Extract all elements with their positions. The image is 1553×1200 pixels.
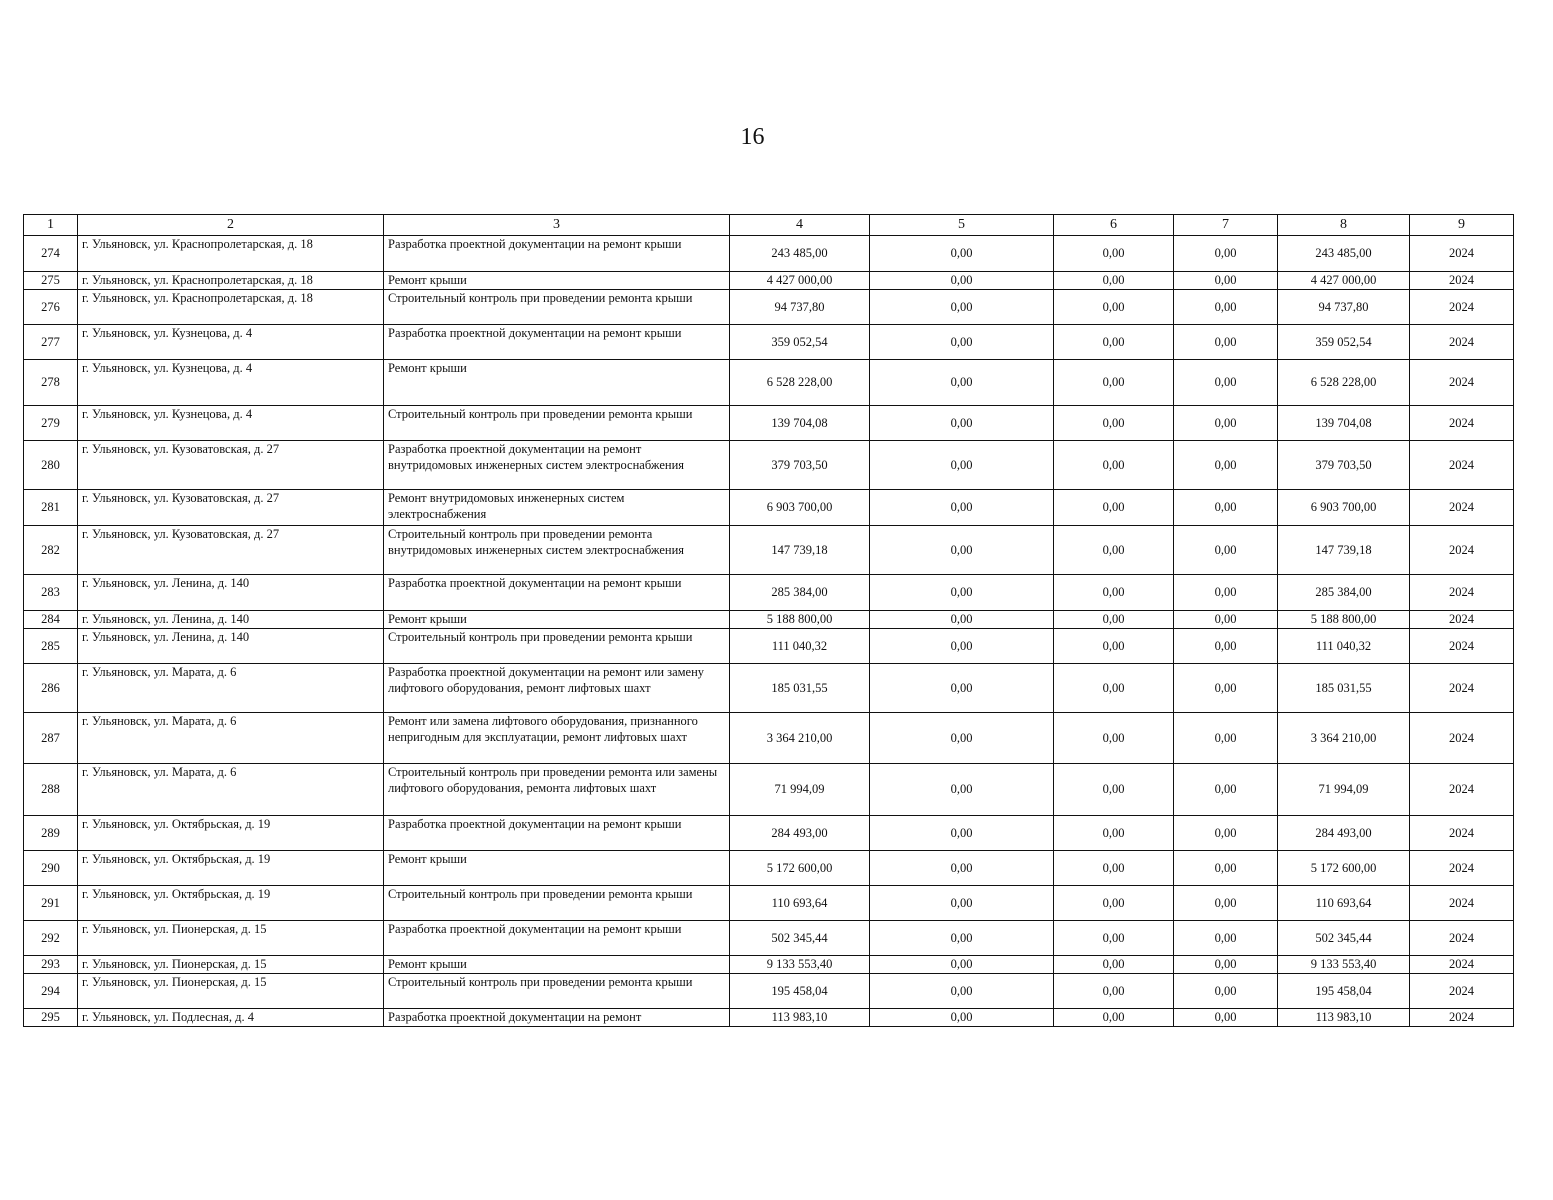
- address-cell: г. Ульяновск, ул. Краснопролетарская, д. 18: [78, 236, 384, 272]
- year-cell: 2024: [1410, 406, 1514, 441]
- address-cell: г. Ульяновск, ул. Октябрьская, д. 19: [78, 886, 384, 921]
- column-7-cell: 0,00: [1174, 764, 1278, 816]
- year-cell: 2024: [1410, 664, 1514, 713]
- column-7-cell: 0,00: [1174, 921, 1278, 956]
- total-cost-cell: 113 983,10: [730, 1009, 870, 1027]
- total-cost-cell: 71 994,09: [730, 764, 870, 816]
- year-cell: 2024: [1410, 713, 1514, 764]
- column-8-cell: 5 172 600,00: [1278, 851, 1410, 886]
- column-header-6: 6: [1054, 215, 1174, 236]
- row-number: 286: [24, 664, 78, 713]
- column-7-cell: 0,00: [1174, 886, 1278, 921]
- column-8-cell: 359 052,54: [1278, 325, 1410, 360]
- year-cell: 2024: [1410, 629, 1514, 664]
- row-number: 293: [24, 956, 78, 974]
- row-number: 276: [24, 290, 78, 325]
- column-8-cell: 6 903 700,00: [1278, 490, 1410, 526]
- table-row: [24, 974, 1514, 1009]
- year-cell: 2024: [1410, 526, 1514, 575]
- table-row: [24, 360, 1514, 406]
- address-cell: г. Ульяновск, ул. Марата, д. 6: [78, 664, 384, 713]
- column-6-cell: 0,00: [1054, 816, 1174, 851]
- table-row: [24, 406, 1514, 441]
- column-5-cell: 0,00: [870, 764, 1054, 816]
- total-cost-cell: 243 485,00: [730, 236, 870, 272]
- column-8-cell: 6 528 228,00: [1278, 360, 1410, 406]
- column-8-cell: 379 703,50: [1278, 441, 1410, 490]
- total-cost-cell: 6 528 228,00: [730, 360, 870, 406]
- column-5-cell: 0,00: [870, 816, 1054, 851]
- column-5-cell: 0,00: [870, 611, 1054, 629]
- table-row: [24, 290, 1514, 325]
- column-6-cell: 0,00: [1054, 974, 1174, 1009]
- work-type-cell: Строительный контроль при проведении ремонта крыши: [384, 886, 730, 921]
- work-type-cell: Строительный контроль при проведении ремонта крыши: [384, 974, 730, 1009]
- year-cell: 2024: [1410, 325, 1514, 360]
- year-cell: 2024: [1410, 236, 1514, 272]
- column-8-cell: 285 384,00: [1278, 575, 1410, 611]
- column-header-7: 7: [1174, 215, 1278, 236]
- row-number: 284: [24, 611, 78, 629]
- column-6-cell: 0,00: [1054, 851, 1174, 886]
- year-cell: 2024: [1410, 921, 1514, 956]
- column-6-cell: 0,00: [1054, 526, 1174, 575]
- column-6-cell: 0,00: [1054, 764, 1174, 816]
- address-cell: г. Ульяновск, ул. Ленина, д. 140: [78, 575, 384, 611]
- column-6-cell: 0,00: [1054, 272, 1174, 290]
- column-5-cell: 0,00: [870, 974, 1054, 1009]
- total-cost-cell: 9 133 553,40: [730, 956, 870, 974]
- work-type-cell: Разработка проектной документации на ремонт: [384, 1009, 730, 1027]
- column-7-cell: 0,00: [1174, 629, 1278, 664]
- column-7-cell: 0,00: [1174, 956, 1278, 974]
- column-6-cell: 0,00: [1054, 629, 1174, 664]
- address-cell: г. Ульяновск, ул. Краснопролетарская, д. 18: [78, 272, 384, 290]
- total-cost-cell: 111 040,32: [730, 629, 870, 664]
- column-8-cell: 110 693,64: [1278, 886, 1410, 921]
- year-cell: 2024: [1410, 611, 1514, 629]
- column-6-cell: 0,00: [1054, 921, 1174, 956]
- column-7-cell: 0,00: [1174, 272, 1278, 290]
- work-type-cell: Разработка проектной документации на ремонт внутридомовых инженерных систем электроснабжения: [384, 441, 730, 490]
- column-5-cell: 0,00: [870, 360, 1054, 406]
- column-7-cell: 0,00: [1174, 290, 1278, 325]
- column-6-cell: 0,00: [1054, 611, 1174, 629]
- row-number: 290: [24, 851, 78, 886]
- year-cell: 2024: [1410, 272, 1514, 290]
- column-5-cell: 0,00: [870, 921, 1054, 956]
- column-8-cell: 4 427 000,00: [1278, 272, 1410, 290]
- column-6-cell: 0,00: [1054, 490, 1174, 526]
- column-6-cell: 0,00: [1054, 886, 1174, 921]
- table-row: [24, 236, 1514, 272]
- work-type-cell: Разработка проектной документации на ремонт крыши: [384, 575, 730, 611]
- column-header-1: 1: [24, 215, 78, 236]
- column-7-cell: 0,00: [1174, 575, 1278, 611]
- column-5-cell: 0,00: [870, 713, 1054, 764]
- column-8-cell: 71 994,09: [1278, 764, 1410, 816]
- total-cost-cell: 185 031,55: [730, 664, 870, 713]
- table-body: [24, 236, 1514, 1027]
- total-cost-cell: 4 427 000,00: [730, 272, 870, 290]
- column-5-cell: 0,00: [870, 575, 1054, 611]
- column-7-cell: 0,00: [1174, 851, 1278, 886]
- column-5-cell: 0,00: [870, 664, 1054, 713]
- column-6-cell: 0,00: [1054, 575, 1174, 611]
- table-row: [24, 764, 1514, 816]
- column-8-cell: 3 364 210,00: [1278, 713, 1410, 764]
- year-cell: 2024: [1410, 886, 1514, 921]
- column-7-cell: 0,00: [1174, 611, 1278, 629]
- column-8-cell: 9 133 553,40: [1278, 956, 1410, 974]
- column-5-cell: 0,00: [870, 272, 1054, 290]
- table-header-row: [24, 215, 1514, 236]
- column-8-cell: 185 031,55: [1278, 664, 1410, 713]
- address-cell: г. Ульяновск, ул. Кузнецова, д. 4: [78, 325, 384, 360]
- column-7-cell: 0,00: [1174, 490, 1278, 526]
- column-header-4: 4: [730, 215, 870, 236]
- address-cell: г. Ульяновск, ул. Пионерская, д. 15: [78, 956, 384, 974]
- work-type-cell: Строительный контроль при проведении ремонта внутридомовых инженерных систем электроснабжения: [384, 526, 730, 575]
- table-row: [24, 575, 1514, 611]
- total-cost-cell: 6 903 700,00: [730, 490, 870, 526]
- table-row: [24, 272, 1514, 290]
- work-type-cell: Ремонт крыши: [384, 851, 730, 886]
- column-6-cell: 0,00: [1054, 441, 1174, 490]
- column-header-8: 8: [1278, 215, 1410, 236]
- table-row: [24, 816, 1514, 851]
- table-row: [24, 886, 1514, 921]
- column-7-cell: 0,00: [1174, 713, 1278, 764]
- year-cell: 2024: [1410, 290, 1514, 325]
- column-8-cell: 94 737,80: [1278, 290, 1410, 325]
- row-number: 278: [24, 360, 78, 406]
- row-number: 292: [24, 921, 78, 956]
- year-cell: 2024: [1410, 441, 1514, 490]
- address-cell: г. Ульяновск, ул. Кузнецова, д. 4: [78, 360, 384, 406]
- year-cell: 2024: [1410, 974, 1514, 1009]
- column-6-cell: 0,00: [1054, 956, 1174, 974]
- column-header-2: 2: [78, 215, 384, 236]
- column-7-cell: 0,00: [1174, 1009, 1278, 1027]
- row-number: 288: [24, 764, 78, 816]
- column-8-cell: 147 739,18: [1278, 526, 1410, 575]
- total-cost-cell: 110 693,64: [730, 886, 870, 921]
- total-cost-cell: 359 052,54: [730, 325, 870, 360]
- address-cell: г. Ульяновск, ул. Пионерская, д. 15: [78, 921, 384, 956]
- column-6-cell: 0,00: [1054, 664, 1174, 713]
- row-number: 295: [24, 1009, 78, 1027]
- table-row: [24, 526, 1514, 575]
- column-5-cell: 0,00: [870, 886, 1054, 921]
- column-5-cell: 0,00: [870, 406, 1054, 441]
- total-cost-cell: 284 493,00: [730, 816, 870, 851]
- total-cost-cell: 5 172 600,00: [730, 851, 870, 886]
- year-cell: 2024: [1410, 851, 1514, 886]
- work-type-cell: Ремонт крыши: [384, 360, 730, 406]
- address-cell: г. Ульяновск, ул. Краснопролетарская, д. 18: [78, 290, 384, 325]
- year-cell: 2024: [1410, 575, 1514, 611]
- column-8-cell: 243 485,00: [1278, 236, 1410, 272]
- column-7-cell: 0,00: [1174, 406, 1278, 441]
- row-number: 283: [24, 575, 78, 611]
- work-type-cell: Строительный контроль при проведении ремонта крыши: [384, 406, 730, 441]
- work-type-cell: Разработка проектной документации на ремонт крыши: [384, 325, 730, 360]
- work-type-cell: Ремонт или замена лифтового оборудования, признанного непригодным для эксплуатации, ремонт лифтовых шахт: [384, 713, 730, 764]
- work-type-cell: Строительный контроль при проведении ремонта или замены лифтового оборудования, ремонта лифтовых шахт: [384, 764, 730, 816]
- table-row: [24, 325, 1514, 360]
- address-cell: г. Ульяновск, ул. Кузоватовская, д. 27: [78, 526, 384, 575]
- table-row: [24, 851, 1514, 886]
- repair-program-table: [23, 214, 1514, 1027]
- year-cell: 2024: [1410, 764, 1514, 816]
- table-row: [24, 611, 1514, 629]
- column-6-cell: 0,00: [1054, 406, 1174, 441]
- page-number: 16: [740, 124, 765, 150]
- table-row: [24, 1009, 1514, 1027]
- work-type-cell: Разработка проектной документации на ремонт крыши: [384, 236, 730, 272]
- total-cost-cell: 5 188 800,00: [730, 611, 870, 629]
- column-5-cell: 0,00: [870, 290, 1054, 325]
- row-number: 277: [24, 325, 78, 360]
- column-5-cell: 0,00: [870, 956, 1054, 974]
- address-cell: г. Ульяновск, ул. Подлесная, д. 4: [78, 1009, 384, 1027]
- address-cell: г. Ульяновск, ул. Октябрьская, д. 19: [78, 851, 384, 886]
- row-number: 285: [24, 629, 78, 664]
- column-6-cell: 0,00: [1054, 325, 1174, 360]
- column-7-cell: 0,00: [1174, 974, 1278, 1009]
- table-row: [24, 956, 1514, 974]
- work-type-cell: Ремонт внутридомовых инженерных систем электроснабжения: [384, 490, 730, 526]
- table-row: [24, 441, 1514, 490]
- total-cost-cell: 139 704,08: [730, 406, 870, 441]
- address-cell: г. Ульяновск, ул. Марата, д. 6: [78, 713, 384, 764]
- row-number: 287: [24, 713, 78, 764]
- column-header-5: 5: [870, 215, 1054, 236]
- address-cell: г. Ульяновск, ул. Ленина, д. 140: [78, 611, 384, 629]
- column-8-cell: 284 493,00: [1278, 816, 1410, 851]
- column-8-cell: 113 983,10: [1278, 1009, 1410, 1027]
- table-row: [24, 629, 1514, 664]
- column-5-cell: 0,00: [870, 236, 1054, 272]
- year-cell: 2024: [1410, 1009, 1514, 1027]
- address-cell: г. Ульяновск, ул. Кузнецова, д. 4: [78, 406, 384, 441]
- row-number: 282: [24, 526, 78, 575]
- column-5-cell: 0,00: [870, 1009, 1054, 1027]
- column-header-3: 3: [384, 215, 730, 236]
- row-number: 280: [24, 441, 78, 490]
- row-number: 274: [24, 236, 78, 272]
- column-8-cell: 195 458,04: [1278, 974, 1410, 1009]
- address-cell: г. Ульяновск, ул. Пионерская, д. 15: [78, 974, 384, 1009]
- column-8-cell: 111 040,32: [1278, 629, 1410, 664]
- column-6-cell: 0,00: [1054, 360, 1174, 406]
- table-row: [24, 921, 1514, 956]
- address-cell: г. Ульяновск, ул. Ленина, д. 140: [78, 629, 384, 664]
- column-5-cell: 0,00: [870, 629, 1054, 664]
- column-header-9: 9: [1410, 215, 1514, 236]
- work-type-cell: Разработка проектной документации на ремонт или замену лифтового оборудования, ремонт лифтовых шахт: [384, 664, 730, 713]
- address-cell: г. Ульяновск, ул. Марата, д. 6: [78, 764, 384, 816]
- year-cell: 2024: [1410, 816, 1514, 851]
- total-cost-cell: 195 458,04: [730, 974, 870, 1009]
- column-7-cell: 0,00: [1174, 816, 1278, 851]
- total-cost-cell: 502 345,44: [730, 921, 870, 956]
- address-cell: г. Ульяновск, ул. Кузоватовская, д. 27: [78, 490, 384, 526]
- work-type-cell: Разработка проектной документации на ремонт крыши: [384, 816, 730, 851]
- work-type-cell: Ремонт крыши: [384, 956, 730, 974]
- column-5-cell: 0,00: [870, 441, 1054, 490]
- row-number: 279: [24, 406, 78, 441]
- table-row: [24, 490, 1514, 526]
- row-number: 281: [24, 490, 78, 526]
- row-number: 275: [24, 272, 78, 290]
- column-7-cell: 0,00: [1174, 664, 1278, 713]
- column-5-cell: 0,00: [870, 851, 1054, 886]
- total-cost-cell: 94 737,80: [730, 290, 870, 325]
- total-cost-cell: 379 703,50: [730, 441, 870, 490]
- address-cell: г. Ульяновск, ул. Октябрьская, д. 19: [78, 816, 384, 851]
- year-cell: 2024: [1410, 490, 1514, 526]
- column-7-cell: 0,00: [1174, 325, 1278, 360]
- column-8-cell: 502 345,44: [1278, 921, 1410, 956]
- column-7-cell: 0,00: [1174, 360, 1278, 406]
- work-type-cell: Строительный контроль при проведении ремонта крыши: [384, 629, 730, 664]
- column-7-cell: 0,00: [1174, 441, 1278, 490]
- column-5-cell: 0,00: [870, 325, 1054, 360]
- column-8-cell: 5 188 800,00: [1278, 611, 1410, 629]
- column-6-cell: 0,00: [1054, 1009, 1174, 1027]
- work-type-cell: Строительный контроль при проведении ремонта крыши: [384, 290, 730, 325]
- column-7-cell: 0,00: [1174, 236, 1278, 272]
- column-7-cell: 0,00: [1174, 526, 1278, 575]
- work-type-cell: Разработка проектной документации на ремонт крыши: [384, 921, 730, 956]
- row-number: 291: [24, 886, 78, 921]
- year-cell: 2024: [1410, 360, 1514, 406]
- row-number: 294: [24, 974, 78, 1009]
- column-8-cell: 139 704,08: [1278, 406, 1410, 441]
- column-6-cell: 0,00: [1054, 713, 1174, 764]
- work-type-cell: Ремонт крыши: [384, 272, 730, 290]
- column-6-cell: 0,00: [1054, 290, 1174, 325]
- table-row: [24, 664, 1514, 713]
- column-5-cell: 0,00: [870, 526, 1054, 575]
- year-cell: 2024: [1410, 956, 1514, 974]
- row-number: 289: [24, 816, 78, 851]
- work-type-cell: Ремонт крыши: [384, 611, 730, 629]
- total-cost-cell: 285 384,00: [730, 575, 870, 611]
- column-6-cell: 0,00: [1054, 236, 1174, 272]
- column-5-cell: 0,00: [870, 490, 1054, 526]
- table-row: [24, 713, 1514, 764]
- total-cost-cell: 147 739,18: [730, 526, 870, 575]
- address-cell: г. Ульяновск, ул. Кузоватовская, д. 27: [78, 441, 384, 490]
- total-cost-cell: 3 364 210,00: [730, 713, 870, 764]
